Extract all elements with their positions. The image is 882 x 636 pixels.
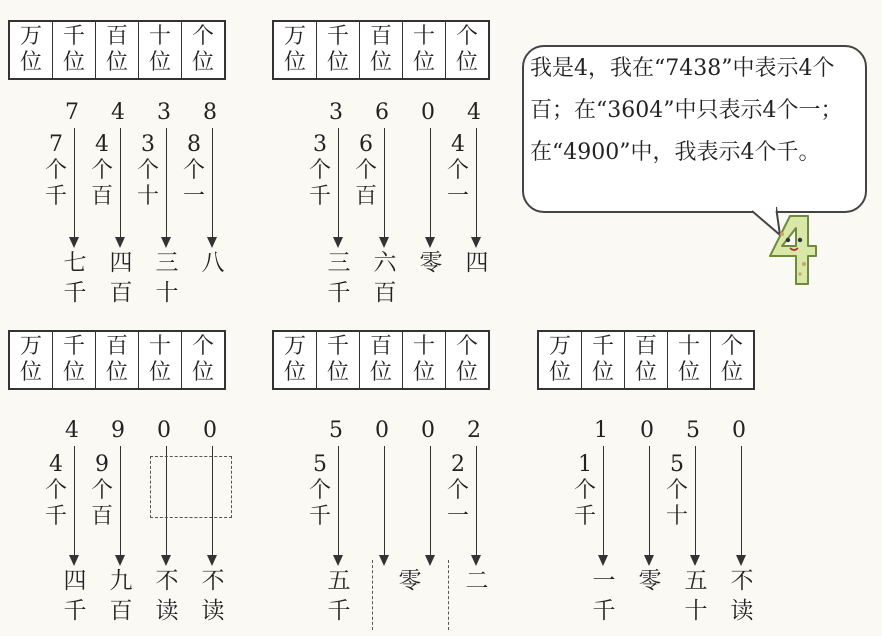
header-ge: 个 位 bbox=[446, 331, 490, 389]
digit: 0 bbox=[732, 418, 746, 443]
reading: 三 十 bbox=[155, 250, 179, 306]
arrow bbox=[430, 128, 431, 246]
place-value-table-2 bbox=[272, 20, 490, 80]
digit: 0 bbox=[640, 418, 654, 443]
header-bai: 百 位 bbox=[96, 331, 139, 389]
count-label: 9 个 百 bbox=[90, 452, 113, 529]
arrow bbox=[120, 128, 121, 246]
count-label: 5 个 十 bbox=[665, 452, 688, 529]
count-label: 3 个 十 bbox=[136, 132, 159, 209]
arrow bbox=[338, 128, 339, 246]
header-wan: 万 位 bbox=[538, 331, 582, 389]
digit: 4 bbox=[467, 100, 481, 125]
header-wan: 万 位 bbox=[9, 21, 53, 79]
header-shi: 十 位 bbox=[668, 331, 711, 389]
digit: 2 bbox=[467, 418, 481, 443]
reading: 八 bbox=[201, 250, 225, 276]
reading: 二 bbox=[465, 568, 489, 594]
count-label: 6 个 百 bbox=[354, 132, 377, 209]
mascot-four-icon bbox=[760, 212, 820, 290]
count-label: 3 个 千 bbox=[308, 132, 331, 209]
reading: 九 百 bbox=[109, 568, 133, 624]
arrow bbox=[384, 446, 385, 564]
digit: 4 bbox=[65, 418, 79, 443]
digit: 7 bbox=[65, 100, 79, 125]
digit: 0 bbox=[375, 418, 389, 443]
digit: 3 bbox=[157, 100, 171, 125]
arrow bbox=[166, 128, 167, 246]
speech-bubble-text: 我是4，我在“7438”中表示4个百；在“3604”中只表示4个一；在“4900”中，我表示4个千。 bbox=[530, 56, 843, 165]
arrow bbox=[338, 446, 339, 564]
arrow bbox=[74, 446, 75, 564]
arrow bbox=[476, 128, 477, 246]
reading: 不 读 bbox=[730, 568, 754, 624]
header-shi: 十 位 bbox=[139, 331, 182, 389]
count-label: 5 个 千 bbox=[308, 452, 331, 529]
count-label: 7 个 千 bbox=[44, 132, 67, 209]
reading: 不 读 bbox=[155, 568, 179, 624]
arrow bbox=[384, 128, 385, 246]
arrow bbox=[120, 446, 121, 564]
header-qian: 千 位 bbox=[317, 331, 360, 389]
header-bai: 百 位 bbox=[360, 21, 403, 79]
dashed-box bbox=[150, 456, 232, 518]
header-shi: 十 位 bbox=[139, 21, 182, 79]
count-label: 1 个 千 bbox=[573, 452, 596, 529]
reading: 六 百 bbox=[373, 250, 397, 306]
reading: 五 千 bbox=[327, 568, 351, 624]
arrow bbox=[212, 128, 213, 246]
digit: 0 bbox=[157, 418, 171, 443]
header-ge: 个 位 bbox=[711, 331, 755, 389]
arrow bbox=[430, 446, 431, 564]
arrow bbox=[741, 446, 742, 564]
count-label: 4 个 一 bbox=[446, 132, 469, 209]
digit: 8 bbox=[203, 100, 217, 125]
header-ge: 个 位 bbox=[182, 21, 226, 79]
reading: 一 千 bbox=[592, 568, 616, 624]
reading: 零 bbox=[398, 568, 422, 594]
dashed-divider bbox=[448, 560, 449, 630]
digit: 4 bbox=[111, 100, 125, 125]
digit: 0 bbox=[203, 418, 217, 443]
header-shi: 十 位 bbox=[403, 21, 446, 79]
count-label: 8 个 一 bbox=[182, 132, 205, 209]
reading: 五 十 bbox=[684, 568, 708, 624]
header-ge: 个 位 bbox=[446, 21, 490, 79]
digit: 3 bbox=[329, 100, 343, 125]
reading: 零 bbox=[419, 250, 443, 276]
header-wan: 万 位 bbox=[273, 331, 317, 389]
digit: 0 bbox=[421, 418, 435, 443]
place-value-table-5 bbox=[537, 330, 755, 390]
digit: 0 bbox=[421, 100, 435, 125]
reading: 零 bbox=[638, 568, 662, 594]
place-value-table-4 bbox=[272, 330, 490, 390]
arrow bbox=[476, 446, 477, 564]
header-qian: 千 位 bbox=[53, 21, 96, 79]
header-wan: 万 位 bbox=[273, 21, 317, 79]
header-qian: 千 位 bbox=[582, 331, 625, 389]
reading: 不 读 bbox=[201, 568, 225, 624]
digit: 1 bbox=[594, 418, 608, 443]
count-label: 4 个 千 bbox=[44, 452, 67, 529]
reading: 四 千 bbox=[63, 568, 87, 624]
header-qian: 千 位 bbox=[53, 331, 96, 389]
arrow bbox=[603, 446, 604, 564]
digit: 9 bbox=[111, 418, 125, 443]
header-qian: 千 位 bbox=[317, 21, 360, 79]
digit: 5 bbox=[686, 418, 700, 443]
header-wan: 万 位 bbox=[9, 331, 53, 389]
count-label: 4 个 百 bbox=[90, 132, 113, 209]
dashed-divider bbox=[372, 560, 373, 630]
arrow bbox=[649, 446, 650, 564]
reading: 七 千 bbox=[63, 250, 87, 306]
reading: 四 百 bbox=[109, 250, 133, 306]
header-ge: 个 位 bbox=[182, 331, 226, 389]
arrow bbox=[695, 446, 696, 564]
header-shi: 十 位 bbox=[403, 331, 446, 389]
header-bai: 百 位 bbox=[96, 21, 139, 79]
digit: 5 bbox=[329, 418, 343, 443]
place-value-table-1 bbox=[8, 20, 226, 80]
digit: 6 bbox=[375, 100, 389, 125]
header-bai: 百 位 bbox=[625, 331, 668, 389]
arrow bbox=[74, 128, 75, 246]
count-label: 2 个 一 bbox=[446, 452, 469, 529]
place-value-table-3 bbox=[8, 330, 226, 390]
header-bai: 百 位 bbox=[360, 331, 403, 389]
reading: 四 bbox=[465, 250, 489, 276]
reading: 三 千 bbox=[327, 250, 351, 306]
